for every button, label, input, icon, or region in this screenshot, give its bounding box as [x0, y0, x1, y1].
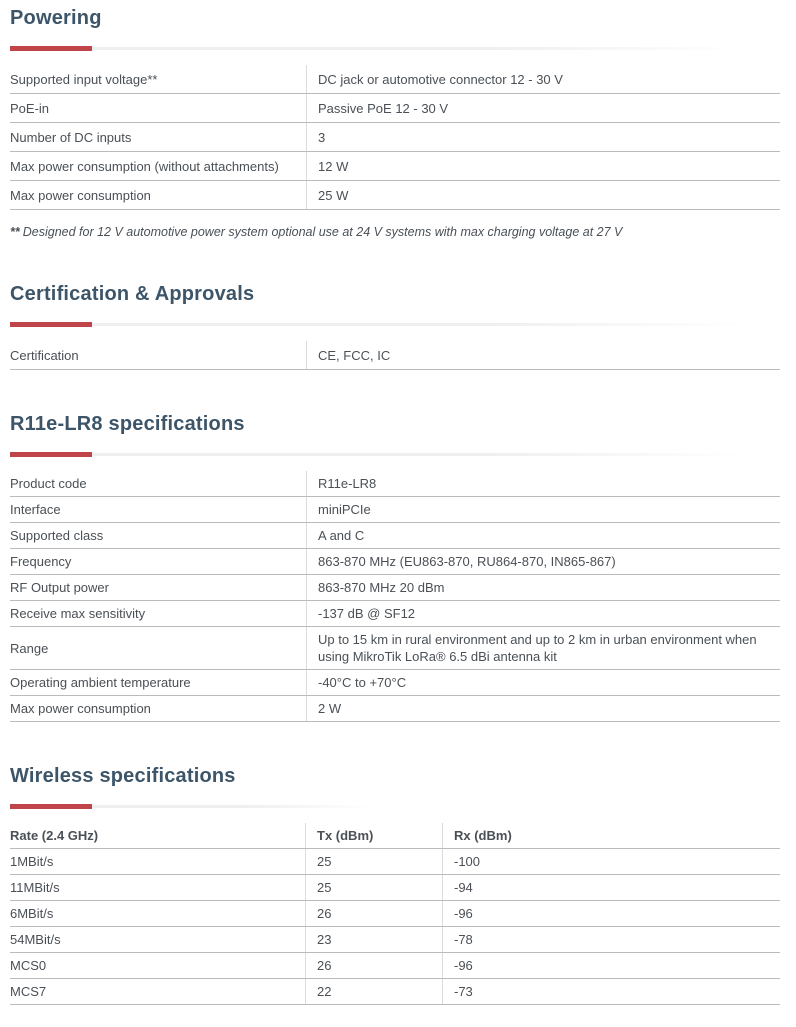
spec-label: Operating ambient temperature	[10, 675, 191, 690]
section-divider	[10, 804, 780, 809]
spec-label: Max power consumption	[10, 187, 151, 203]
table-row	[10, 549, 780, 575]
certification-table	[10, 341, 780, 370]
table-row	[10, 181, 780, 210]
spec-value: -137 dB @ SF12	[306, 601, 780, 626]
spec-value: 12 W	[306, 152, 780, 180]
section-certification	[10, 282, 780, 370]
spec-value: Passive PoE 12 - 30 V	[306, 94, 780, 122]
wireless-table	[10, 823, 780, 1005]
spec-value: 863-870 MHz 20 dBm	[306, 575, 780, 600]
rx-cell: -96	[442, 901, 780, 926]
table-row	[10, 471, 780, 497]
divider-accent	[10, 452, 92, 457]
spec-label: Supported input voltage**	[10, 71, 158, 87]
spec-value: DC jack or automotive connector 12 - 30 V	[306, 65, 780, 93]
section-divider	[10, 46, 780, 51]
tx-cell: 25	[305, 875, 442, 900]
section-title-powering: Powering	[10, 7, 102, 29]
spec-label: Max power consumption (without attachments)	[10, 158, 279, 174]
spec-value: 2 W	[306, 696, 780, 721]
spec-value: -40°C to +70°C	[306, 670, 780, 695]
table-row	[10, 497, 780, 523]
table-row	[10, 123, 780, 152]
divider-accent	[10, 46, 92, 51]
rate-cell: 54MBit/s	[10, 932, 61, 947]
spec-label: Frequency	[10, 554, 72, 569]
footnote-text: Designed for 12 V automotive power system optional use at 24 V systems with max charging voltage at 27 V	[22, 225, 623, 239]
spec-label: PoE-in	[10, 100, 50, 116]
rate-cell: 1MBit/s	[10, 854, 54, 869]
spec-label: Product code	[10, 476, 87, 491]
section-powering	[10, 6, 780, 240]
tx-cell: 26	[305, 953, 442, 978]
spec-label: RF Output power	[10, 580, 109, 595]
section-title-wireless: Wireless specifications	[10, 765, 236, 787]
spec-label: Range	[10, 640, 49, 656]
rate-cell: MCS0	[10, 958, 47, 973]
tx-cell: 25	[305, 849, 442, 874]
table-row	[10, 979, 780, 1005]
spec-label: Max power consumption	[10, 701, 151, 716]
table-row	[10, 627, 780, 670]
spec-value: 863-870 MHz (EU863-870, RU864-870, IN865-867)	[306, 549, 780, 574]
tx-cell: 22	[305, 979, 442, 1004]
table-row	[10, 341, 780, 370]
table-header-row	[10, 823, 780, 849]
divider-track	[10, 453, 746, 456]
spec-label: Number of DC inputs	[10, 129, 132, 145]
table-row	[10, 94, 780, 123]
section-wireless	[10, 764, 780, 1005]
table-row	[10, 601, 780, 627]
table-row	[10, 670, 780, 696]
section-divider	[10, 322, 780, 327]
divider-accent	[10, 804, 92, 809]
section-r11e-lr8	[10, 412, 780, 722]
column-header-rate: Rate (2.4 GHz)	[10, 828, 99, 843]
spec-value: miniPCIe	[306, 497, 780, 522]
spec-label: Interface	[10, 502, 61, 517]
spec-value: 25 W	[306, 181, 780, 209]
table-row	[10, 696, 780, 722]
rx-cell: -94	[442, 875, 780, 900]
table-row	[10, 523, 780, 549]
powering-footnote	[10, 224, 780, 240]
table-row	[10, 953, 780, 979]
footnote-marker: **	[10, 225, 20, 239]
spec-value: A and C	[306, 523, 780, 548]
powering-table	[10, 65, 780, 210]
table-row	[10, 575, 780, 601]
rate-cell: MCS7	[10, 984, 47, 999]
spec-value: Up to 15 km in rural environment and up to 2 km in urban environment when using MikroTik LoRa® 6.5 dBi antenna kit	[306, 627, 780, 669]
spec-value: 3	[306, 123, 780, 151]
table-row	[10, 875, 780, 901]
rx-cell: -73	[442, 979, 780, 1004]
section-title-certification: Certification & Approvals	[10, 283, 255, 305]
column-header-rx: Rx (dBm)	[442, 823, 780, 848]
divider-accent	[10, 322, 92, 327]
rate-cell: 6MBit/s	[10, 906, 54, 921]
rx-cell: -100	[442, 849, 780, 874]
spec-label: Supported class	[10, 528, 104, 543]
spec-value: CE, FCC, IC	[306, 341, 780, 369]
table-row	[10, 927, 780, 953]
spec-label: Receive max sensitivity	[10, 606, 146, 621]
rx-cell: -96	[442, 953, 780, 978]
rx-cell: -78	[442, 927, 780, 952]
spec-value: R11e-LR8	[306, 471, 780, 496]
table-row	[10, 849, 780, 875]
divider-track	[10, 323, 746, 326]
table-row	[10, 65, 780, 94]
spec-label: Certification	[10, 347, 79, 363]
section-divider	[10, 452, 780, 457]
table-row	[10, 901, 780, 927]
tx-cell: 26	[305, 901, 442, 926]
r11e-lr8-table	[10, 471, 780, 722]
rate-cell: 11MBit/s	[10, 880, 60, 895]
tx-cell: 23	[305, 927, 442, 952]
section-title-r11e-lr8: R11e-LR8 specifications	[10, 413, 245, 435]
divider-track	[10, 47, 746, 50]
column-header-tx: Tx (dBm)	[305, 823, 442, 848]
table-row	[10, 152, 780, 181]
